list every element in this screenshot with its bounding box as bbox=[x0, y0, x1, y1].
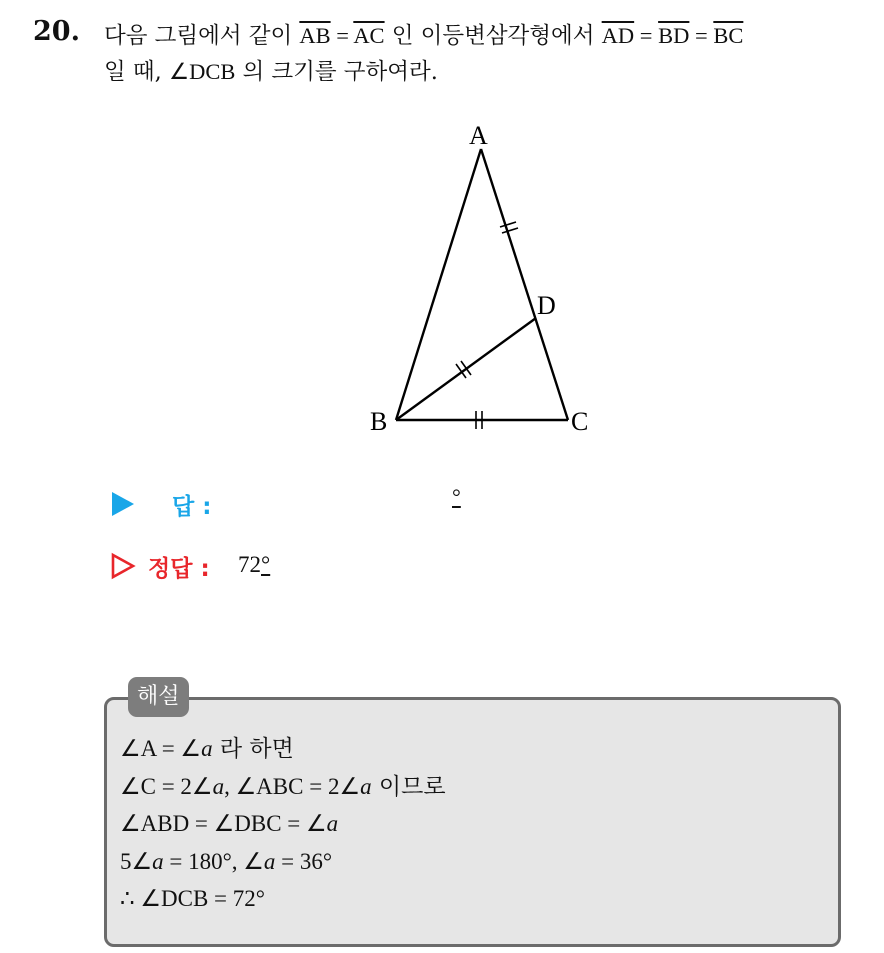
solution-math: = 180°, ∠ bbox=[163, 848, 264, 874]
solution-line-3 bbox=[120, 805, 446, 843]
question-text-part: 의 크기를 구하여라. bbox=[235, 59, 438, 85]
answer-degree-unit: ° bbox=[452, 484, 461, 509]
equal-marks bbox=[456, 222, 518, 429]
outline-triangle-icon bbox=[110, 552, 136, 580]
tick-ad-2 bbox=[502, 228, 518, 233]
label-b: B bbox=[370, 407, 388, 436]
label-c: C bbox=[571, 407, 589, 436]
segment-ab: $\overline{AB}$ bbox=[299, 23, 331, 48]
solution-variable: a bbox=[152, 848, 164, 874]
solution-variable: a bbox=[263, 848, 276, 874]
question-text-part: 인 이등변삼각형에서 bbox=[384, 23, 602, 49]
segment-ac: $\overline{AC}$ bbox=[353, 23, 385, 48]
segment-ad: $\overline{AD}$ bbox=[601, 23, 635, 48]
tick-ad-1 bbox=[500, 222, 516, 227]
solution-tag: 해설 bbox=[128, 677, 189, 717]
solution-variable: a bbox=[201, 736, 213, 761]
question-line-2 bbox=[104, 54, 874, 90]
solution-variable: a bbox=[212, 773, 225, 799]
side-ab bbox=[396, 149, 481, 420]
solution-line-5 bbox=[120, 880, 446, 918]
segment-bd: $\overline{BD}$ bbox=[658, 23, 690, 48]
filled-triangle-icon bbox=[110, 490, 136, 518]
solution-math: ∠C = 2∠ bbox=[120, 773, 213, 799]
angle-dcb: ∠DCB bbox=[168, 59, 236, 84]
question-number: 20. bbox=[33, 16, 80, 47]
label-a: A bbox=[469, 121, 488, 150]
equals-sign: = bbox=[689, 23, 714, 48]
answer-row bbox=[110, 484, 211, 524]
solution-variable: a bbox=[326, 811, 339, 836]
solution-variable: a bbox=[360, 773, 372, 799]
label-d: D bbox=[537, 291, 556, 320]
solution-math: ∠A = ∠ bbox=[120, 736, 202, 761]
solution-math: 5∠ bbox=[120, 848, 153, 874]
equals-sign: = bbox=[634, 23, 659, 48]
solution-line-1 bbox=[120, 730, 446, 768]
solution-math: ∴ ∠DCB = 72° bbox=[120, 886, 265, 911]
solution-lines bbox=[120, 730, 446, 918]
correct-answer-row bbox=[110, 546, 210, 586]
question-line-1 bbox=[104, 18, 874, 54]
question-text-part: 일 때, bbox=[104, 59, 169, 85]
solution-line-4 bbox=[120, 843, 446, 881]
triangle-lines bbox=[396, 149, 568, 420]
segment-bc: $\overline{BC}$ bbox=[713, 23, 744, 48]
answer-blank[interactable] bbox=[452, 484, 461, 510]
side-ac bbox=[481, 149, 568, 420]
correct-answer-label: 정답 : bbox=[148, 555, 210, 582]
solution-text: 이므로 bbox=[371, 773, 446, 800]
correct-answer-number: 72 bbox=[238, 552, 261, 577]
solution-line-2 bbox=[120, 768, 446, 806]
triangle-figure bbox=[360, 116, 610, 441]
answer-label: 답 : bbox=[172, 493, 212, 520]
question-text bbox=[104, 18, 874, 90]
solution-math: = 36° bbox=[275, 848, 333, 874]
correct-answer-value bbox=[238, 552, 270, 578]
question-text-part: 다음 그림에서 같이 bbox=[104, 23, 300, 49]
solution-math: , ∠ABC = 2∠ bbox=[224, 773, 361, 799]
solution-text: 라 하면 bbox=[212, 736, 294, 762]
correct-answer-unit: ° bbox=[261, 552, 271, 577]
equals-sign: = bbox=[330, 23, 354, 48]
solution-math: ∠ABD = ∠DBC = ∠ bbox=[120, 811, 327, 836]
